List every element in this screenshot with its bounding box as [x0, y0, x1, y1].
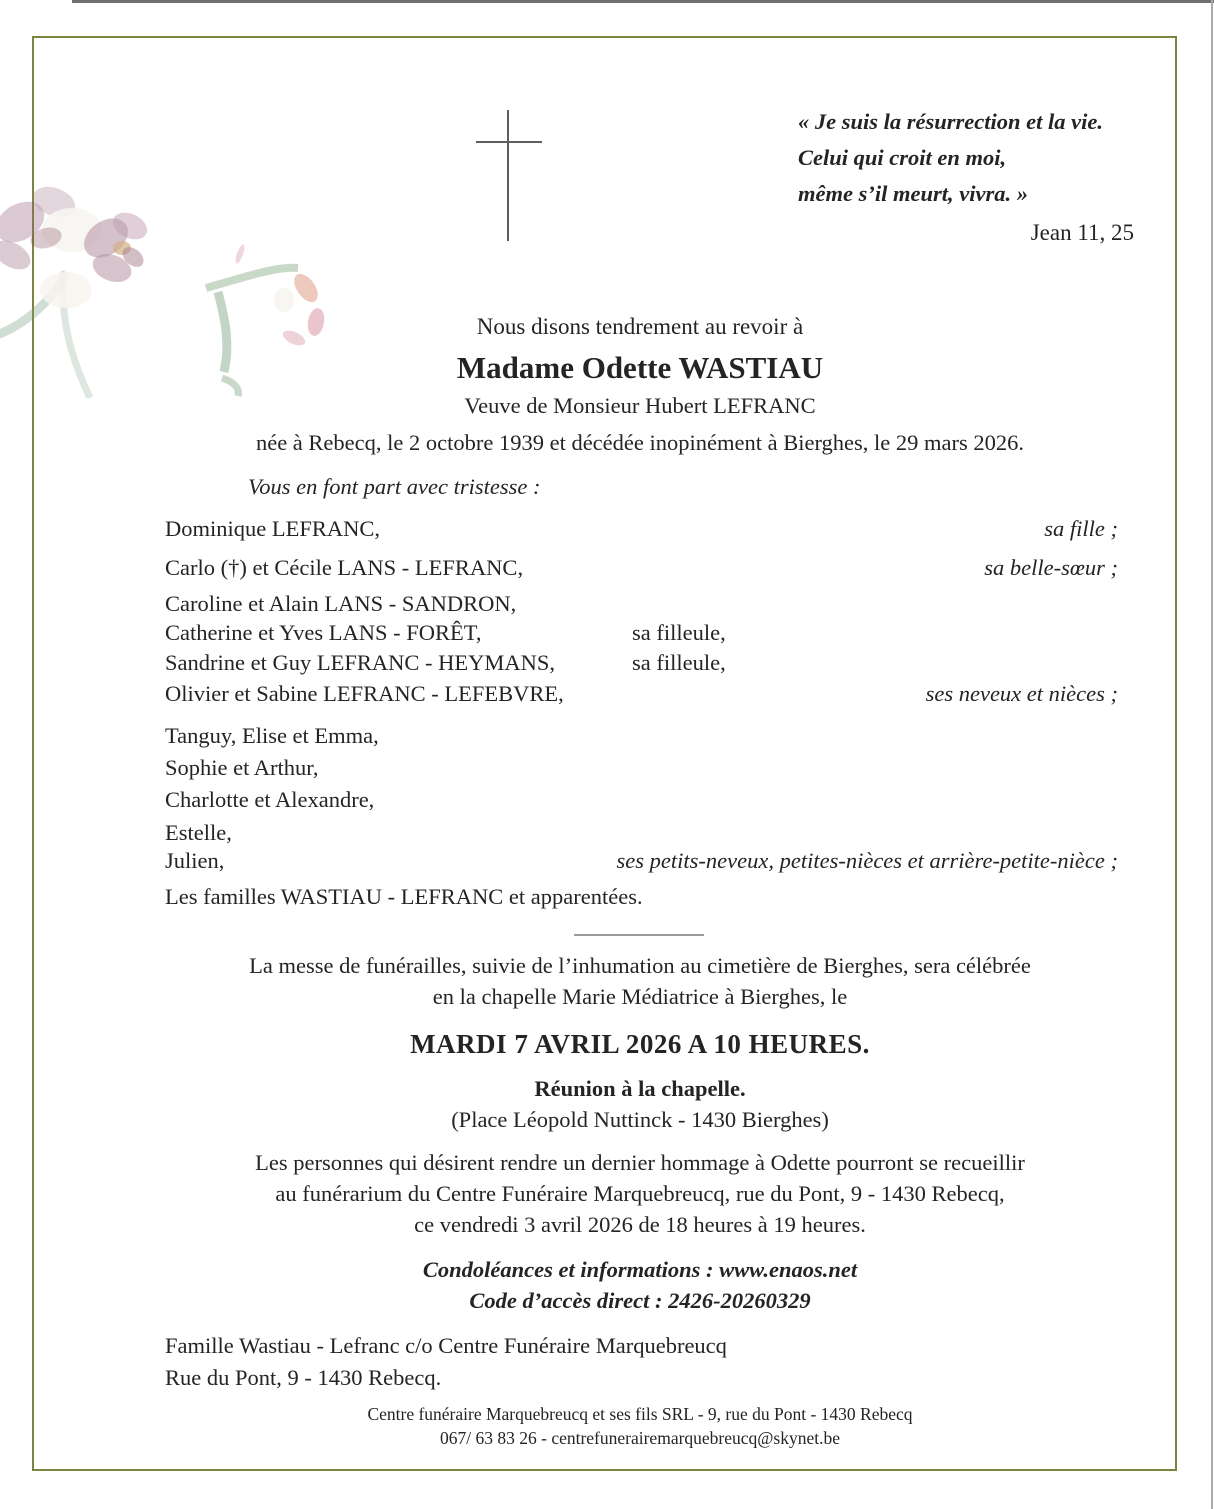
family-relation: sa filleule,: [632, 650, 726, 675]
birth-death-line: née à Rebecq, le 2 octobre 1939 et décédée inopinément à Bierghes, le 29 mars 2026.: [255, 430, 1025, 455]
family-row: [165, 620, 1118, 646]
quote-attribution: Jean 11, 25: [1030, 220, 1134, 245]
quote-line: Celui qui croit en moi,: [798, 145, 1007, 170]
family-relation: ses petits-neveux, petites-nièces et arrière-petite-nièce ;: [616, 848, 1118, 873]
family-relation: sa fille ;: [1044, 516, 1118, 541]
ceremony-date: MARDI 7 AVRIL 2026 A 10 HEURES.: [410, 1029, 870, 1059]
cross-icon: [507, 110, 509, 241]
funeral-home-address: Centre funéraire Marquebreucq et ses fils SRL - 9, rue du Pont - 1430 Rebecq: [367, 1404, 913, 1424]
scan-edge-top: [72, 0, 1214, 3]
homage-line-3: ce vendredi 3 avril 2026 de 18 heures à 19 heures.: [414, 1212, 866, 1237]
access-code: Code d’accès direct : 2426-20260329: [469, 1288, 811, 1313]
family-name: Sophie et Arthur,: [165, 755, 319, 780]
family-relation: sa belle-sœur ;: [984, 555, 1118, 580]
family-name: Charlotte et Alexandre,: [165, 787, 375, 812]
cross-icon: [476, 141, 542, 143]
deceased-name: Madame Odette WASTIAU: [456, 350, 824, 385]
family-row: [165, 681, 1118, 707]
homage-line-2: au funérarium du Centre Funéraire Marquebreucq, rue du Pont, 9 - 1430 Rebecq,: [275, 1181, 1005, 1206]
mass-line-2: en la chapelle Marie Médiatrice à Bierghes, le: [432, 984, 848, 1009]
family-relation: sa filleule,: [632, 620, 726, 645]
announcement-intro: Vous en font part avec tristesse :: [248, 474, 541, 499]
scripture-quote: [798, 104, 1134, 251]
family-name: Caroline et Alain LANS - SANDRON,: [165, 591, 517, 616]
quote-line: même s’il meurt, vivra. »: [798, 181, 1028, 206]
family-row: [165, 555, 1118, 581]
family-list: [165, 516, 1118, 926]
family-relation: ses neveux et nièces ;: [925, 681, 1118, 706]
family-row: [165, 884, 1118, 910]
meeting-place: (Place Léopold Nuttinck - 1430 Bierghes): [451, 1107, 829, 1132]
family-name: Tanguy, Elise et Emma,: [165, 723, 379, 748]
funeral-home-phone-email: 067/ 63 83 26 - centrefunerairemarquebreucq@skynet.be: [440, 1428, 840, 1448]
contact-line-2: Rue du Pont, 9 - 1430 Rebecq.: [165, 1365, 442, 1390]
meeting-line: Réunion à la chapelle.: [534, 1076, 746, 1101]
family-name: Catherine et Yves LANS - FORÊT,: [165, 620, 482, 645]
family-name: Carlo (†) et Cécile LANS - LEFRANC,: [165, 555, 524, 580]
family-name: Julien,: [165, 848, 225, 873]
family-name: Dominique LEFRANC,: [165, 516, 381, 541]
family-row: [165, 591, 1118, 617]
section-divider: [574, 934, 704, 936]
quote-line: « Je suis la résurrection et la vie.: [798, 109, 1103, 134]
condolences-info: Condoléances et informations : www.enaos.net: [422, 1257, 858, 1282]
homage-line-1: Les personnes qui désirent rendre un dernier hommage à Odette pourront se recueillir: [255, 1150, 1025, 1175]
family-name: Sandrine et Guy LEFRANC - HEYMANS,: [165, 650, 555, 675]
widow-line: Veuve de Monsieur Hubert LEFRANC: [464, 393, 816, 418]
contact-line-1: Famille Wastiau - Lefranc c/o Centre Funéraire Marquebreucq: [165, 1333, 727, 1358]
family-name: Olivier et Sabine LEFRANC - LEFEBVRE,: [165, 681, 564, 706]
family-row: [165, 787, 1118, 813]
family-row: [165, 848, 1118, 874]
scan-edge-right: [1211, 0, 1213, 1509]
family-row: [165, 650, 1118, 676]
family-row: [165, 755, 1118, 781]
mass-line-1: La messe de funérailles, suivie de l’inhumation au cimetière de Bierghes, sera célébrée: [249, 953, 1031, 978]
family-row: [165, 820, 1118, 846]
family-row: [165, 723, 1118, 749]
family-name: Estelle,: [165, 820, 232, 845]
family-row: [165, 516, 1118, 542]
farewell-intro: Nous disons tendrement au revoir à: [476, 314, 804, 339]
families-line: Les familles WASTIAU - LEFRANC et apparentées.: [165, 884, 643, 909]
